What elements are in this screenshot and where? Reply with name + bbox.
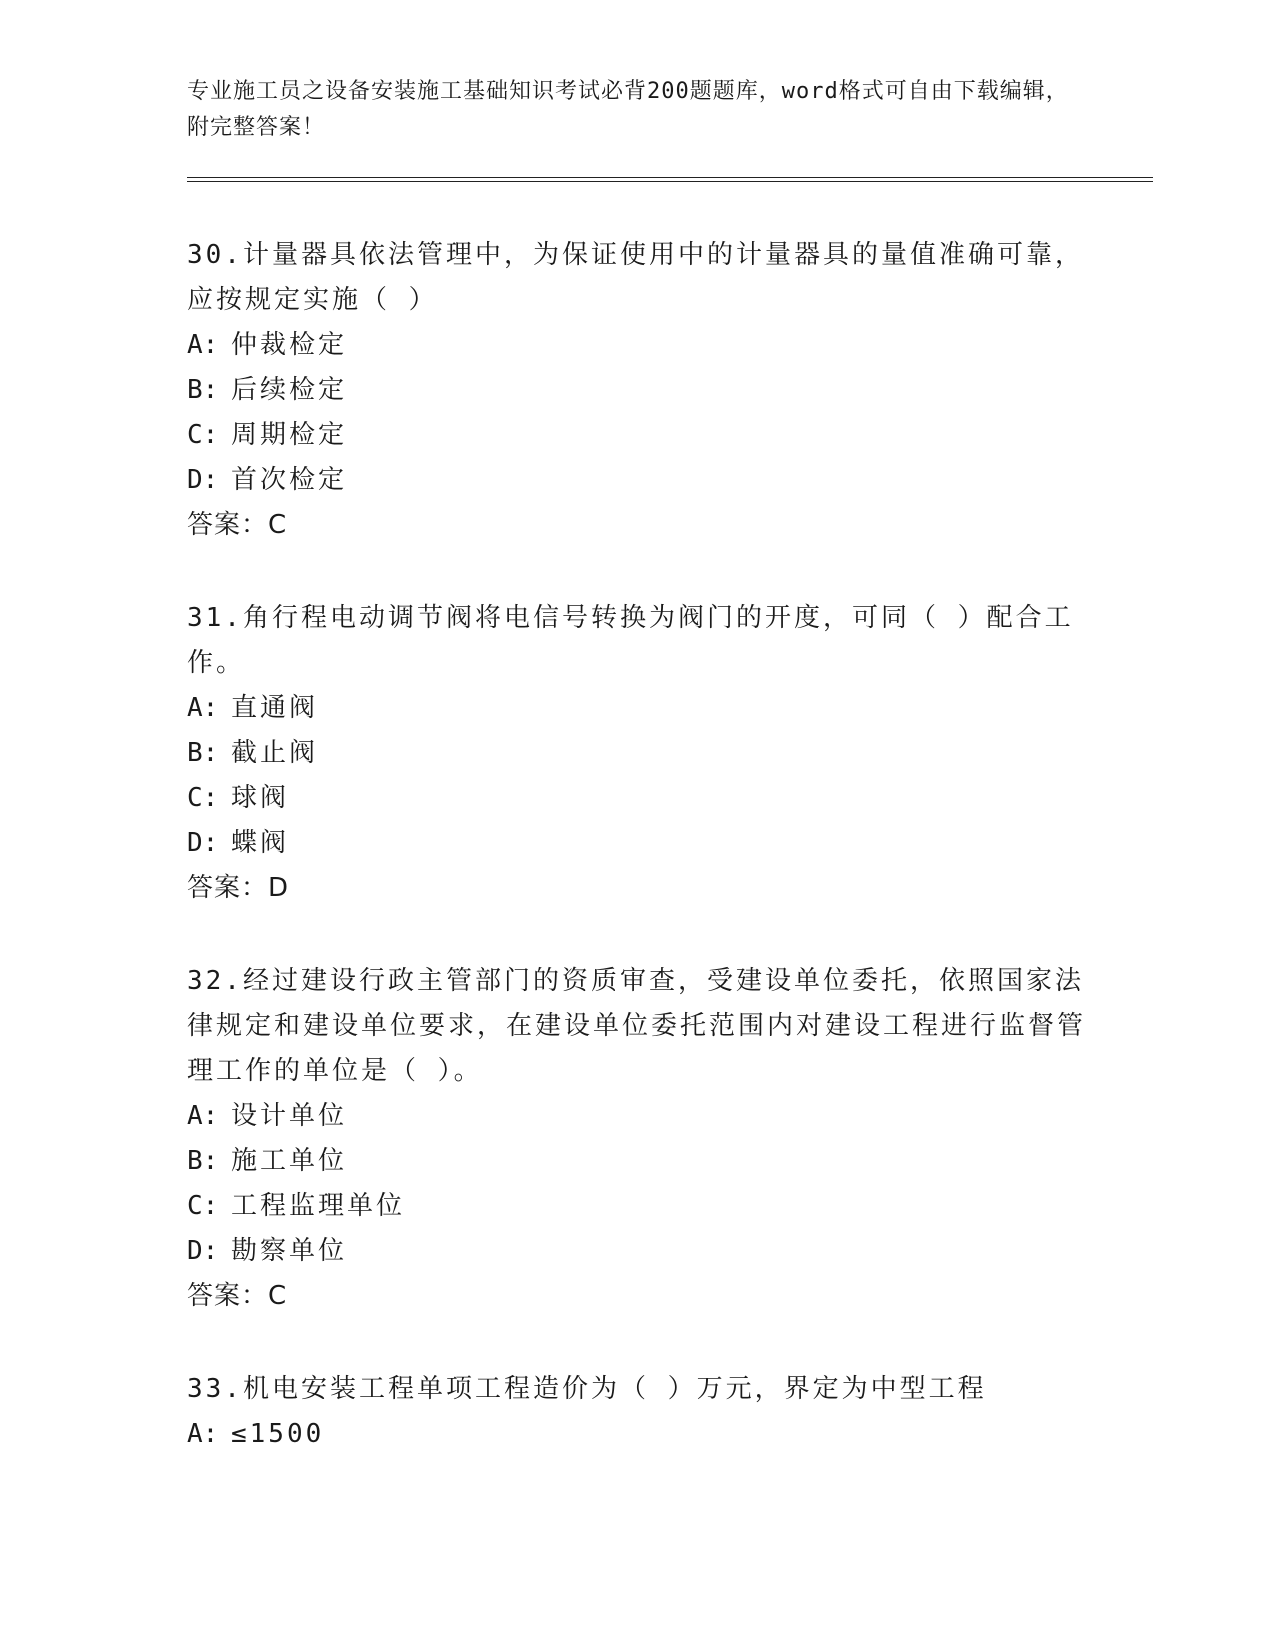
option-d [187, 821, 1087, 866]
question-32 [187, 959, 1087, 1319]
question-text: 30.计量器具依法管理中，为保证使用中的计量器具的量值准确可靠，应按规定实施（ ） [187, 240, 1084, 315]
option-c [187, 776, 1087, 821]
option-text: 勘察单位 [231, 1236, 348, 1266]
option-text: 周期检定 [231, 420, 348, 450]
header-divider-bottom [187, 181, 1153, 182]
header-divider-top [187, 177, 1153, 178]
option-key: B: [187, 375, 219, 405]
option-b [187, 1139, 1087, 1184]
header-title: 专业施工员之设备安装施工基础知识考试必背200题题库，word格式可自由下载编辑，附完整答案！ [187, 79, 1069, 140]
question-text: 31.角行程电动调节阀将电信号转换为阀门的开度，可同（ ）配合工作。 [187, 603, 1074, 678]
option-key: C: [187, 1191, 219, 1221]
option-text: 蝶阀 [231, 828, 290, 858]
option-text: ≤1500 [231, 1419, 325, 1449]
option-key: D: [187, 465, 219, 495]
option-key: C: [187, 420, 219, 450]
question-list [187, 233, 1087, 1505]
question-31 [187, 596, 1087, 911]
answer: 答案：C [187, 510, 288, 540]
option-b [187, 368, 1087, 413]
answer: 答案：C [187, 1281, 288, 1311]
option-text: 工程监理单位 [231, 1191, 406, 1221]
option-text: 截止阀 [231, 738, 319, 768]
option-a [187, 1094, 1087, 1139]
option-key: D: [187, 1236, 219, 1266]
question-33 [187, 1367, 1087, 1457]
option-key: A: [187, 1419, 219, 1449]
option-text: 仲裁检定 [231, 330, 348, 360]
option-text: 首次检定 [231, 465, 348, 495]
option-a [187, 686, 1087, 731]
option-d [187, 1229, 1087, 1274]
question-30 [187, 233, 1087, 548]
option-text: 直通阀 [231, 693, 319, 723]
option-key: D: [187, 828, 219, 858]
option-c [187, 1184, 1087, 1229]
option-key: A: [187, 1101, 219, 1131]
option-c [187, 413, 1087, 458]
option-text: 球阀 [231, 783, 290, 813]
option-b [187, 731, 1087, 776]
question-text: 32.经过建设行政主管部门的资质审查，受建设单位委托，依照国家法律规定和建设单位要求，在建设单位委托范围内对建设工程进行监督管理工作的单位是（ ）。 [187, 966, 1087, 1086]
answer: 答案：D [187, 873, 290, 903]
option-key: B: [187, 738, 219, 768]
option-text: 设计单位 [231, 1101, 348, 1131]
option-key: B: [187, 1146, 219, 1176]
option-key: C: [187, 783, 219, 813]
option-key: A: [187, 693, 219, 723]
option-key: A: [187, 330, 219, 360]
option-text: 施工单位 [231, 1146, 348, 1176]
document-header [187, 74, 1087, 146]
option-a [187, 323, 1087, 368]
option-text: 后续检定 [231, 375, 348, 405]
question-text: 33.机电安装工程单项工程造价为（ ）万元，界定为中型工程 [187, 1374, 987, 1404]
option-a [187, 1412, 1087, 1457]
option-d [187, 458, 1087, 503]
